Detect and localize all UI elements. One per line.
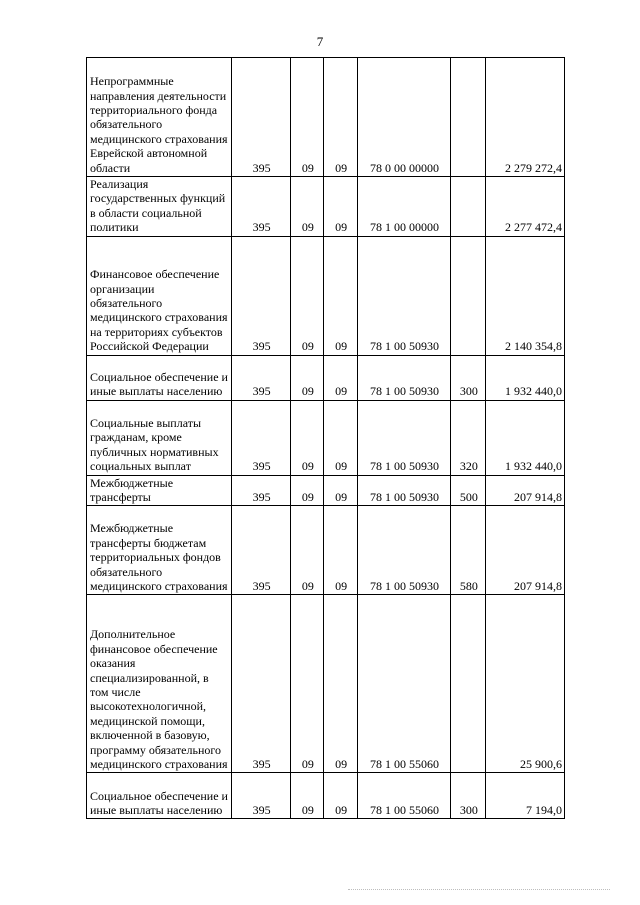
row-code: 395 bbox=[231, 58, 290, 177]
row-type bbox=[451, 595, 486, 773]
row-code: 395 bbox=[231, 400, 290, 475]
row-name: Социальное обеспечение и иные выплаты населению bbox=[90, 788, 228, 818]
row-name: Межбюджетные трансферты бюджетам территориальных фондов обязательного медицинского страхования bbox=[90, 521, 228, 594]
row-sum: 25 900,6 bbox=[486, 595, 565, 773]
row-subsection: 09 bbox=[324, 355, 357, 400]
row-target: 78 1 00 50930 bbox=[357, 355, 451, 400]
row-name: Реализация государственных функций в области социальной политики bbox=[90, 177, 226, 235]
row-type: 580 bbox=[451, 506, 486, 595]
row-code: 395 bbox=[231, 506, 290, 595]
row-section: 09 bbox=[291, 475, 324, 506]
scan-artifact-line bbox=[348, 889, 610, 890]
row-type: 300 bbox=[451, 773, 486, 819]
row-subsection: 09 bbox=[324, 236, 357, 355]
row-subsection: 09 bbox=[324, 506, 357, 595]
row-name-cell bbox=[87, 58, 232, 177]
table-row bbox=[87, 236, 565, 355]
table-row bbox=[87, 177, 565, 237]
row-name-cell bbox=[87, 475, 232, 506]
row-subsection: 09 bbox=[324, 400, 357, 475]
row-target: 78 1 00 50930 bbox=[357, 236, 451, 355]
row-type: 500 bbox=[451, 475, 486, 506]
row-type bbox=[451, 177, 486, 237]
row-name: Межбюджетные трансферты bbox=[90, 475, 174, 505]
row-type bbox=[451, 236, 486, 355]
table-row bbox=[87, 475, 565, 506]
row-sum: 2 140 354,8 bbox=[486, 236, 565, 355]
row-section: 09 bbox=[291, 355, 324, 400]
table-row bbox=[87, 595, 565, 773]
table-row bbox=[87, 506, 565, 595]
row-code: 395 bbox=[231, 177, 290, 237]
row-sum: 2 279 272,4 bbox=[486, 58, 565, 177]
row-target: 78 1 00 50930 bbox=[357, 400, 451, 475]
row-subsection: 09 bbox=[324, 595, 357, 773]
row-name: Финансовое обеспечение организации обязательного медицинского страхования на территориях субъектов Российской Федерации bbox=[90, 267, 228, 354]
row-section: 09 bbox=[291, 236, 324, 355]
row-code: 395 bbox=[231, 773, 290, 819]
row-name: Дополнительное финансовое обеспечение оказания специализированной, в том числе высокотехнологичной, медицинской помощи, включенной в базовую, программу обязательного медицинского страхования bbox=[90, 627, 228, 772]
row-name-cell bbox=[87, 773, 232, 819]
row-subsection: 09 bbox=[324, 773, 357, 819]
row-section: 09 bbox=[291, 773, 324, 819]
row-name: Непрограммные направления деятельности территориального фонда обязательного медицинского страхования Еврейской автономной области bbox=[90, 74, 228, 175]
row-sum: 1 932 440,0 bbox=[486, 355, 565, 400]
row-sum: 207 914,8 bbox=[486, 475, 565, 506]
table-row bbox=[87, 355, 565, 400]
row-sum: 1 932 440,0 bbox=[486, 400, 565, 475]
row-name-cell bbox=[87, 506, 232, 595]
row-subsection: 09 bbox=[324, 58, 357, 177]
row-sum: 2 277 472,4 bbox=[486, 177, 565, 237]
row-subsection: 09 bbox=[324, 177, 357, 237]
row-name-cell bbox=[87, 595, 232, 773]
row-sum: 7 194,0 bbox=[486, 773, 565, 819]
row-target: 78 1 00 55060 bbox=[357, 773, 451, 819]
table-row bbox=[87, 400, 565, 475]
row-target: 78 0 00 00000 bbox=[357, 58, 451, 177]
table-row bbox=[87, 773, 565, 819]
row-type: 300 bbox=[451, 355, 486, 400]
row-name: Социальное обеспечение и иные выплаты населению bbox=[90, 369, 228, 399]
table-row bbox=[87, 58, 565, 177]
row-sum: 207 914,8 bbox=[486, 506, 565, 595]
row-code: 395 bbox=[231, 475, 290, 506]
row-name-cell bbox=[87, 177, 232, 237]
row-name-cell bbox=[87, 400, 232, 475]
row-target: 78 1 00 00000 bbox=[357, 177, 451, 237]
page-number: 7 bbox=[316, 34, 324, 49]
row-code: 395 bbox=[231, 595, 290, 773]
row-name-cell bbox=[87, 355, 232, 400]
row-subsection: 09 bbox=[324, 475, 357, 506]
row-target: 78 1 00 50930 bbox=[357, 506, 451, 595]
row-section: 09 bbox=[291, 177, 324, 237]
row-code: 395 bbox=[231, 355, 290, 400]
row-type bbox=[451, 58, 486, 177]
row-type: 320 bbox=[451, 400, 486, 475]
budget-table bbox=[86, 57, 565, 819]
row-section: 09 bbox=[291, 595, 324, 773]
row-section: 09 bbox=[291, 400, 324, 475]
row-code: 395 bbox=[231, 236, 290, 355]
row-name-cell bbox=[87, 236, 232, 355]
row-target: 78 1 00 55060 bbox=[357, 595, 451, 773]
row-target: 78 1 00 50930 bbox=[357, 475, 451, 506]
row-name: Социальные выплаты гражданам, кроме публичных нормативных социальных выплат bbox=[90, 416, 219, 474]
row-section: 09 bbox=[291, 506, 324, 595]
row-section: 09 bbox=[291, 58, 324, 177]
